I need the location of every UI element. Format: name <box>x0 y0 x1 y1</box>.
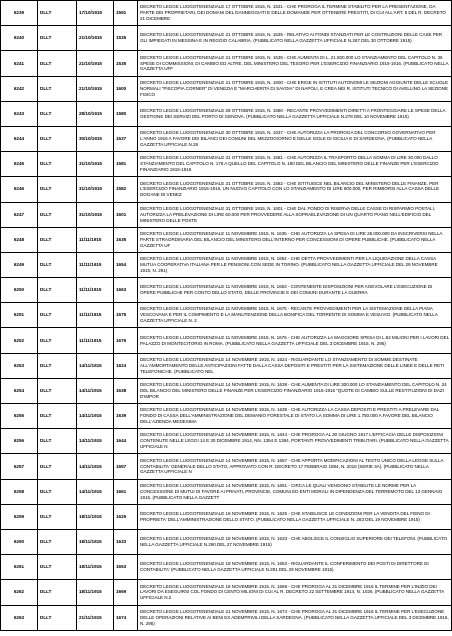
decree-date-cell <box>77 529 114 554</box>
decree-description-cell <box>138 76 452 101</box>
decree-description-cell <box>138 278 452 303</box>
decree-number: 6240 <box>13 35 25 41</box>
decree-number-cell <box>1 580 38 605</box>
decree-date: 11/11/1915 <box>79 236 102 242</box>
decree-number: 6258 <box>13 488 25 494</box>
decree-page-number-cell <box>114 504 138 529</box>
decree-page-number: 1635 <box>116 236 127 242</box>
register-body <box>1 1 452 631</box>
decree-page-number: 1633 <box>116 539 127 545</box>
decree-date-cell <box>77 177 114 202</box>
decree-type-cell <box>38 429 77 454</box>
decree-number-cell <box>1 404 38 429</box>
decree-date-cell <box>77 504 114 529</box>
table-row <box>1 1 452 26</box>
decree-description: DECRETO LEGGE LUOGOTENENZIALE 11 NOVEMBRE 1915, N. 1654 - CHE DETTA PROVVEDIMENTI PER LA LIQUIDAZIONE DELLA CASSA MUTUA COOPERATIVA ITALIANA PER LE PENSIONI CON SEDE IN TORINO. (PUBBLICATO NELLA GAZZETTA UFFICIALE DEL 29 NOVEMBRE 1915, N. 291) <box>140 256 438 273</box>
decree-date-cell <box>77 26 114 51</box>
decree-number-cell <box>1 504 38 529</box>
decree-number: 6239 <box>13 10 25 16</box>
decree-number: 6261 <box>13 564 25 570</box>
decree-description-cell <box>138 555 452 580</box>
decree-page-number-cell <box>114 278 138 303</box>
decree-page-number: 1582 <box>116 186 127 192</box>
decree-number: 6259 <box>13 513 25 519</box>
decree-number: 6253 <box>13 362 25 368</box>
decree-type-cell <box>38 378 77 403</box>
decree-description-cell <box>138 126 452 151</box>
decree-number: 6243 <box>13 110 25 116</box>
decree-description: DECRETO LEGGE LUOGOTENENZIALE 18 NOVEMBRE 1915, N. 1633 - CHE ABOLISCE IL CONSIGLIO SUPERIORE DEI TELEFONI. (PUBBLICATO NELLA GAZZETTA UFFICIALE N.290 DEL 27 NOVEMBRE 1915) <box>140 536 448 548</box>
decree-page-number-cell <box>114 429 138 454</box>
decree-type-cell <box>38 278 77 303</box>
decree-number-cell <box>1 202 38 227</box>
decree-number-cell <box>1 429 38 454</box>
decree-description-cell <box>138 101 452 126</box>
decree-date-cell <box>77 278 114 303</box>
decree-type-cell <box>38 51 77 76</box>
table-row <box>1 252 452 277</box>
decree-type-cell <box>38 353 77 378</box>
decree-type: DLLT <box>40 85 52 91</box>
decree-type: DLLT <box>40 287 52 293</box>
decree-page-number: 1675 <box>116 312 127 318</box>
decree-date-cell <box>77 479 114 504</box>
decree-date: 28/10/1915 <box>79 110 102 116</box>
decree-number-cell <box>1 555 38 580</box>
decree-page-number-cell <box>114 177 138 202</box>
decree-type-cell <box>38 101 77 126</box>
decree-type: DLLT <box>40 413 52 419</box>
decree-date: 14/11/1915 <box>79 413 102 419</box>
decree-page-number: 1653 <box>116 564 127 570</box>
decree-number-cell <box>1 378 38 403</box>
decree-date: 21/10/1915 <box>79 85 102 91</box>
table-row <box>1 26 452 51</box>
decree-number: 6256 <box>13 438 25 444</box>
decree-date: 18/11/1915 <box>79 589 102 595</box>
decree-number: 6252 <box>13 337 25 343</box>
decree-description-cell <box>138 404 452 429</box>
decree-page-number-cell <box>114 555 138 580</box>
decree-description-cell <box>138 51 452 76</box>
decree-date-cell <box>77 126 114 151</box>
table-row <box>1 76 452 101</box>
decree-page-number-cell <box>114 580 138 605</box>
decree-page-number: 1625 <box>116 513 127 519</box>
decree-type: DLLT <box>40 539 52 545</box>
decree-page-number: 1535 <box>116 60 127 66</box>
decree-page-number: 1654 <box>116 262 127 268</box>
decree-date-cell <box>77 51 114 76</box>
decree-description: DECRETO LEGGE LUOGOTENENZIALE 11 NOVEMBRE 1915, N. 1675 - RECANTE PROVVEDIMENTI PER LA SISTEMAZIONE DELLA PIANA VESCOVANA E PER IL COMPIMENTO E LA MANUTENZIONE DELLA BONIFICA DEL TORRENTE DI SOMMA E VESUVIO. (PUBBLICATO NELLA GAZZETTA UFFICIALE N. 2 <box>140 306 438 324</box>
decree-number: 6251 <box>13 312 25 318</box>
decree-page-number: 1591 <box>116 10 127 16</box>
table-row <box>1 303 452 328</box>
decree-number: 6254 <box>13 387 25 393</box>
table-row <box>1 101 452 126</box>
decree-date: 14/11/1915 <box>79 463 102 469</box>
decree-page-number: 1624 <box>116 362 127 368</box>
decree-page-number-cell <box>114 303 138 328</box>
decree-date-cell <box>77 353 114 378</box>
decree-date: 14/11/1915 <box>79 387 102 393</box>
decree-type-cell <box>38 555 77 580</box>
decree-description: DECRETO LEGGE LUOGOTENENZIALE 21 OTTOBRE 1915, N. 1600 - CHE ERIGE IN ISTITUTI AUTONOMI LE SEZIONI AGGIUNTE DELLE SCUOLE NORMALI "PISCOPIA CORNER" DI VENEZIA E "MARCHERITA DI SAVOIA" DI NAPOLI, E CREA NEI R. ISTITUTI TECNICO DI AVELLINO LA SEZIONE FISICO <box>140 79 448 97</box>
decree-date-cell <box>77 580 114 605</box>
table-row <box>1 278 452 303</box>
decree-page-number-cell <box>114 378 138 403</box>
decree-page-number-cell <box>114 126 138 151</box>
decree-date: 18/11/1915 <box>79 513 102 519</box>
decree-date: 11/11/1915 <box>79 312 102 318</box>
decree-number-cell <box>1 353 38 378</box>
decree-page-number: 1580 <box>116 110 127 116</box>
decree-page-number-cell <box>114 529 138 554</box>
decree-type-cell <box>38 454 77 479</box>
decree-page-number-cell <box>114 76 138 101</box>
decree-description-cell <box>138 328 452 353</box>
decree-date-cell <box>77 252 114 277</box>
decree-description-cell <box>138 454 452 479</box>
decree-date-cell <box>77 152 114 177</box>
decree-date-cell <box>77 328 114 353</box>
decree-description: DECRETO LEGGE LUOGOTENENZIALE 11 NOVEMBRE 1915, N. 1676 - CHE AUTORIZZA LA MAGGIORE SPESA DI L.82 MILIONI PER I LAVORI DEL PALAZZO DI MONTECITORIO IN ROMA. (PUBBLICATO NELLA GAZZETTA UFFICIALE DEL 3 DICEMBRE 1915, N. 295) <box>140 334 449 346</box>
decree-date: 30/10/1915 <box>79 136 102 142</box>
decree-page-number-cell <box>114 51 138 76</box>
decree-date-cell <box>77 555 114 580</box>
decree-number-cell <box>1 454 38 479</box>
decree-date-cell <box>77 454 114 479</box>
decree-page-number-cell <box>114 227 138 252</box>
decree-date-cell <box>77 404 114 429</box>
decree-type: DLLT <box>40 589 52 595</box>
decree-description-cell <box>138 353 452 378</box>
decree-type-cell <box>38 1 77 26</box>
decree-date: 17/10/1915 <box>79 10 102 16</box>
decree-type-cell <box>38 303 77 328</box>
decree-page-number: 1601 <box>116 211 127 217</box>
table-row <box>1 353 452 378</box>
decree-type: DLLT <box>40 337 52 343</box>
decree-page-number: 1637 <box>116 136 127 142</box>
decree-description-cell <box>138 152 452 177</box>
decree-date: 11/11/1915 <box>79 287 102 293</box>
decree-page-number: 1663 <box>116 287 127 293</box>
decree-number: 6263 <box>13 614 25 620</box>
decree-type: DLLT <box>40 387 52 393</box>
decree-number-cell <box>1 605 38 630</box>
decree-description: DECRETO LEGGE LUOGOTENENZIALE 14 NOVEMBRE 1915, N. 1638 - CHE AUMENTA DI LIRE 300.000 LO STANZIAMENTO DEL CAPITOLO N. 24 DEL BILANCIO DEL MINISTERO DELLE FINANZE PER L'ESERCIZIO FINANZIARIO 1915-1916 "QUOTE DI CAMBIO SULLE RESTITUZIONI DI DAZI D'IMPOR <box>140 382 447 399</box>
decree-type-cell <box>38 202 77 227</box>
decree-number-cell <box>1 126 38 151</box>
decree-description: DECRETO LEGGE LUOGOTENENZIALE 11 NOVEMBRE 1915, N. 1635 - CHE AUTORIZZA LA SPESA DI LIRE 25.000.000 DA INSCRIVERSI NELLA PARTE STRAORDINARIA DEL BILANCIO DEL MINISTERO DELL'INTERNO PER CONCESSIONI DI OPERE PUBBLICHE. (PUBBLICATO NELLA GAZZETTA UF <box>140 230 443 248</box>
decree-number-cell <box>1 26 38 51</box>
decree-number-cell <box>1 278 38 303</box>
decree-description: DECRETO LEGGE LUOGOTENENZIALE 14 NOVEMBRE 1915, N. 1661 - CIRCA LE QUALI VENGONO STABILITE LE NORME PER LA CONCESSIONE DI MUTUI DI FAVORE AI PRIVATI, PROVINCIE, COMUNI ED ENTI MORALI IN DIPENDENZA DEL TERREMOTO DEL 13 GENNAIO 1915. (PUBBLICATO NELLA GAZZETT <box>140 482 443 500</box>
decree-description-cell <box>138 479 452 504</box>
decree-type-cell <box>38 504 77 529</box>
decree-page-number: 1535 <box>116 35 127 41</box>
decree-description-cell <box>138 202 452 227</box>
decree-page-number-cell <box>114 328 138 353</box>
decree-description: DECRETO LEGGE LUOGOTENENZIALE 14 NOVEMBRE 1915, N. 1657 - CHE APPORTA MODIFICAZIONI AL TESTO UNICO DELLA LEGGE SULLA CONTABILITA' GENERALE DELLO STATO, APPROVATO CON R. DECRETO 17 FEBBRAIO 1884, N. 2016 (SERIE 3A). (PUBBLICATO NELLA GAZZETTA UFFICIALE N <box>140 457 444 475</box>
decree-description: DECRETO LEGGE LUOGOTENENZIALE 14 NOVEMBRE 1915, N. 1639 - CHE AUTORIZZA LA CASSA DEPOSITI E PRESTITI A PRELEVARE DAL FONDO DI CASSA DELL'AMMINISTRAZIONE DEL DEMANIO FORESTALE DI STATO LA SOMMA DI LIRE 1.750.000 A FAVORE DEL BILANCIO DELL'AZIENDA MEDESIMA <box>140 407 440 425</box>
decree-type: DLLT <box>40 312 52 318</box>
decree-description-cell <box>138 177 452 202</box>
decree-type-cell <box>38 529 77 554</box>
decree-number: 6247 <box>13 211 25 217</box>
decree-page-number-cell <box>114 252 138 277</box>
decree-date: 18/11/1915 <box>79 564 102 570</box>
decree-type: DLLT <box>40 211 52 217</box>
decree-page-number-cell <box>114 202 138 227</box>
decree-type: DLLT <box>40 136 52 142</box>
table-row <box>1 126 452 151</box>
table-row <box>1 580 452 605</box>
decree-type-cell <box>38 177 77 202</box>
decree-page-number-cell <box>114 101 138 126</box>
decree-page-number-cell <box>114 404 138 429</box>
decree-date-cell <box>77 101 114 126</box>
decree-page-number: 1669 <box>116 589 127 595</box>
decree-description: DECRETO LEGGE LUOGOTENENZIALE 11 NOVEMBRE 1915, N. 1663 - CONTENENTE DISPOSIZIONI PER AGEVOLARE L'ESECUZIONE DI OPERE PUBBLICHE PER CONTO DELLO STATO, DELLE PROVINCIE E DEI COMUNI DURANTE LA GUERRA <box>140 284 433 296</box>
decree-description-cell <box>138 378 452 403</box>
decree-page-number: 1581 <box>116 161 127 167</box>
decree-type: DLLT <box>40 463 52 469</box>
decree-description-cell <box>138 26 452 51</box>
decree-number-cell <box>1 51 38 76</box>
decree-date: 11/11/1915 <box>79 337 102 343</box>
table-row <box>1 378 452 403</box>
table-row <box>1 328 452 353</box>
decree-date: 11/11/1915 <box>79 262 102 268</box>
decree-number: 6260 <box>13 539 25 545</box>
table-row <box>1 429 452 454</box>
decree-page-number-cell <box>114 1 138 26</box>
decree-type: DLLT <box>40 236 52 242</box>
decree-page-number: 1600 <box>116 85 127 91</box>
decree-type: DLLT <box>40 362 52 368</box>
decree-type: DLLT <box>40 186 52 192</box>
decree-page-number-cell <box>114 152 138 177</box>
table-row <box>1 404 452 429</box>
decree-description: DECRETO LEGGE LUOGOTENENZIALE 14 NOVEMBRE 1915, N. 1644 - CHE PROROGA AL 30 GIUGNO 1917 L'EFFICACIA DELLE DISPOSIZIONI CONTENUTE NELLE LEGGI 14 E 30 DICEMBRE 1914, NN. 1354 E 1384, PORTANTI PROVVEDIMENTI TRIBUTARI. (PUBBLICATO NELLA GAZZETTA UFFICIALE N <box>140 432 449 450</box>
decree-date-cell <box>77 303 114 328</box>
table-row <box>1 454 452 479</box>
decree-date-cell <box>77 605 114 630</box>
decree-type-cell <box>38 26 77 51</box>
decree-type: DLLT <box>40 110 52 116</box>
decree-page-number-cell <box>114 605 138 630</box>
decree-description-cell <box>138 580 452 605</box>
decree-number-cell <box>1 101 38 126</box>
decree-page-number-cell <box>114 353 138 378</box>
decree-description-cell <box>138 1 452 26</box>
decree-number: 6255 <box>13 413 25 419</box>
decree-page-number: 1657 <box>116 463 127 469</box>
decree-number: 6262 <box>13 589 25 595</box>
decree-page-number: 1676 <box>116 337 127 343</box>
decree-type: DLLT <box>40 35 52 41</box>
decree-page-number-cell <box>114 454 138 479</box>
decree-type: DLLT <box>40 438 52 444</box>
table-row <box>1 152 452 177</box>
decree-number-cell <box>1 152 38 177</box>
decree-description: DECRETO LEGGE LUOGOTENENZIALE 21 NOVEMBRE 1915, N. 1674 - CHE PROROGA AL 31 DICEMBRE 1916 IL TERMINE PER L'ESECUZIONE DELLE OPERAZIONI RELATIVE AI BENI EX ADEMPRIVILI DELLA SARDEGNA. (PUBBLICATO NELLA GAZZETTA UFFICIALE DEL 3 DICEMBRE 1915, N. 295) <box>140 608 449 626</box>
decree-number: 6250 <box>13 287 25 293</box>
decree-number: 6242 <box>13 85 25 91</box>
decree-type-cell <box>38 404 77 429</box>
decree-type-cell <box>38 152 77 177</box>
table-row <box>1 529 452 554</box>
decree-description: DECRETO LEGGE LUOGOTENENZIALE 14 NOVEMBRE 1915, N. 1624 - RIGUARDANTE LO STANZIAMENTO DI SOMME DESTINATE ALL'AMMORTAMENTO DELLE ANTICIPAZIONI FATTE DALLA CASSA DEPOSITI E PRESTITI PER LA SISTEMAZIONE DELLE LINEE E DELLE RETI TELEFONICHE. (PUBBLICATO NEL <box>140 356 445 374</box>
decree-type-cell <box>38 227 77 252</box>
decree-date-cell <box>77 429 114 454</box>
decree-description: DECRETO LEGGE LUOGOTENENZIALE 21 OTTOBRE 1915, N. 1535 - RELATIVO AI FONDI STANZIATI PER LE COSTRUZIONI DELLE CASE PER GLI IMPIEGATI IN MESSINA E IN REGGIO CALABRIA. (PUBBLICATO NELLA GAZZETTA UFFICIALE N.267 DEL 30 OTTOBRE 1915) <box>140 32 443 44</box>
decree-date: 31/10/1915 <box>79 161 102 167</box>
decree-date: 21/10/1915 <box>79 35 102 41</box>
decree-description: DECRETO LEGGE LUOGOTENENZIALE 18 NOVEMBRE 1915, N. 1653 - RIGUARDANTE IL CONFERIMENTO DEI POSTI DI DIRETTORE DI CONTABILITA' (PUBBLICATO NELLA GAZZETTA UFFICIALE N.291 DEL 29 NOVEMBRE 1915) <box>140 561 429 573</box>
table-row <box>1 479 452 504</box>
decree-description: DECRETO LEGGE LUOGOTENENZIALE 21 OTTOBRE 1915, N. 1535 - CHE AUMENTA DI L. 21.500.000 LO STANZIAMENTO DEL CAPITOLO N. 36 SPESE DI COMMISSIONI, DI CAMBIO ED ALTRE, DEL MINISTERO DEL TESORO PER L'ESERCIZIO FINANZIARIO 1915-1916. (PUBBLICATO NELLA GAZZETTA UFF <box>140 54 449 72</box>
decree-number: 6241 <box>13 60 25 66</box>
decree-number-cell <box>1 303 38 328</box>
decree-page-number: 1644 <box>116 438 127 444</box>
decree-page-number: 1674 <box>116 614 127 620</box>
decree-description: DECRETO LEGGE LUOGOTENENZIALE 18 NOVEMBRE 1915, N. 1669 - CHE PROROGA AL 31 DICEMBRE 1916 IL TERMINE PER L'INIZIO DEI LAVORI DA ESEGUIRSI COL FONDO DI CENTO MILIONI DI CUI AL R. DECRETO 22 SETTEMBRE 1914, N. 1026. (PUBBLICATO NELLA GAZZETTA UFFICIALE N.2 <box>140 583 444 601</box>
decree-date-cell <box>77 227 114 252</box>
decree-date: 21/10/1915 <box>79 60 102 66</box>
decree-type: DLLT <box>40 161 52 167</box>
decree-number: 6245 <box>13 161 25 167</box>
decree-description-cell <box>138 504 452 529</box>
decree-description: DECRETO LEGGE LUOGOTENENZIALE 18 NOVEMBRE 1915, N. 1625 - CHE STABILISCE LE CONDIZIONI PER LA VENDITA DEL FIENO DI PROPRIETA' DELL'AMMINISTRAZIONE DELLO STATO. (PUBBLICATO NELLA GAZZETTA UFFICIALE N. 283 DEL 19 NOVEMBRE 1915) <box>140 510 430 522</box>
decree-page-number-cell <box>114 479 138 504</box>
decree-number-cell <box>1 177 38 202</box>
decree-description: DECRETO LEGGE LUOGOTENENZIALE 31 OTTOBRE 1915, N. 1581 - CHE AUTORIZZA IL TRASPORTO DELLA SOMMA DI LIRE 30.000 DALLO STANZIAMENTO DEL CAPITOLO N. 176 A QUELLO DEL CAPITOLO N. 180 DEL BILANCIO DEL MINISTERO DELLE FINANZE PER L'ESERCIZIO FINANZIARIO 1915-1916 <box>140 155 439 173</box>
table-row <box>1 605 452 630</box>
decree-number: 6244 <box>13 136 25 142</box>
table-row <box>1 504 452 529</box>
decree-description-cell <box>138 252 452 277</box>
table-row <box>1 227 452 252</box>
decree-number: 6257 <box>13 463 25 469</box>
decree-description: DECRETO LEGGE LUOGOTENENZIALE 30 OTTOBRE 1915, N. 1637 - CHE AUTORIZZA LA PROROGA DEL CONCORSO GOVERNATIVO PER L'ANNO 1916 A FAVORE DEI BILANCI DEI COMUNI DEL MEZZOGIORNO E DELLE ISOLE DI SICILIA E DI SARDEGNA. (PUBBLICATO NELLA GAZZETTA UFFICIALE N.28 <box>140 130 436 147</box>
decree-date-cell <box>77 378 114 403</box>
decree-number: 6246 <box>13 186 25 192</box>
decree-number-cell <box>1 328 38 353</box>
decree-type-cell <box>38 328 77 353</box>
decree-type: DLLT <box>40 564 52 570</box>
decree-description: DECRETO LEGGE LUOGOTENENZIALE 28 OTTOBRE 1915, N. 1580 - RECANTE PROVVEDIMENTI DIRETTI A FRONTEGGIARE LE SPESE DELLA GESTIONE DEI SERVIZI DEL PORTO DI GENOVA. (PUBBLICATO NELLA GAZZETTA UFFICIALE N.278 DEL 10 NOVEMBRE 1915) <box>140 107 446 119</box>
decree-page-number: 1639 <box>116 413 127 419</box>
decree-date: 14/11/1915 <box>79 488 102 494</box>
decree-type: DLLT <box>40 513 52 519</box>
decree-number-cell <box>1 479 38 504</box>
decree-number-cell <box>1 1 38 26</box>
decree-date-cell <box>77 76 114 101</box>
decree-type: DLLT <box>40 10 52 16</box>
decree-number-cell <box>1 252 38 277</box>
decree-number-cell <box>1 227 38 252</box>
decree-description-cell <box>138 303 452 328</box>
decree-description: DECRETO LEGGE LUOGOTENENZIALE 31 OTTOBRE 1915, N. 1582 - CHE ISTITUISCE NEL BILANCIO DEL MINISTERO DELLE FINANZE, PER L'ESERCIZIO FINANZIARIO 1915-1916, UN NUOVO CAPITOLO CON LO STANZIAMENTO DI LIRE 800.000, PER RIMBORSI ALLA CASSA DELLE DOGANE DI VENEZ <box>140 180 439 198</box>
decree-type: DLLT <box>40 488 52 494</box>
decree-date: 18/11/1915 <box>79 539 102 545</box>
decree-type-cell <box>38 580 77 605</box>
decree-date: 31/10/1915 <box>79 211 102 217</box>
decree-date: 14/11/1915 <box>79 438 102 444</box>
decree-date-cell <box>77 202 114 227</box>
decree-date: 31/10/1915 <box>79 186 102 192</box>
decree-page-number: 1661 <box>116 488 127 494</box>
decree-date: 21/11/1915 <box>79 614 102 620</box>
decree-number-cell <box>1 529 38 554</box>
table-row <box>1 202 452 227</box>
decree-type-cell <box>38 126 77 151</box>
decree-page-number-cell <box>114 26 138 51</box>
decree-type: DLLT <box>40 60 52 66</box>
decree-description-cell <box>138 529 452 554</box>
decree-number: 6249 <box>13 262 25 268</box>
decree-page-number: 1638 <box>116 387 127 393</box>
decree-description: DECRETO LEGGE LUOGOTENENZIALE 31 OTTOBRE 1915, N. 1601 - CHE DAL FONDO DI RISERVA DELLE CASSE DI RISPARMIO POSTALI, AUTORIZZA LA PRELEVAZIONE DI LIRE 60.000 PER PROVVEDERE ALLA SOPRAELEVAZIONE DI UN QUARTO PIANO NELL'EDIFICIO DEL MINISTERO DELLE POSTE <box>140 205 436 223</box>
table-row <box>1 177 452 202</box>
decree-description-cell <box>138 429 452 454</box>
decree-type: DLLT <box>40 262 52 268</box>
decree-type-cell <box>38 479 77 504</box>
decree-type-cell <box>38 252 77 277</box>
decree-type-cell <box>38 605 77 630</box>
decree-type-cell <box>38 76 77 101</box>
decree-date: 14/11/1915 <box>79 362 102 368</box>
table-row <box>1 51 452 76</box>
table-row <box>1 555 452 580</box>
decree-date-cell <box>77 1 114 26</box>
decree-type: DLLT <box>40 614 52 620</box>
decree-number: 6248 <box>13 236 25 242</box>
decree-description-cell <box>138 605 452 630</box>
decree-description-cell <box>138 227 452 252</box>
decree-description: DECRETO LEGGE LUOGOTENENZIALE 17 OTTOBRE 1915, N. 1531 - CHE PROROGA IL TERMINE STABILITO PER LA PRESENTAZIONE, DA PARTE DEI PROPRIETARI, DEI DOMANI DEL DANNEGGIATI E DELLE DOMANDE PER OTTENERE PRESTITI, DI CUI ALL'ART. 5 DEL R. DECRETO 21 DICEMBRE <box>140 4 446 22</box>
decree-number-cell <box>1 76 38 101</box>
